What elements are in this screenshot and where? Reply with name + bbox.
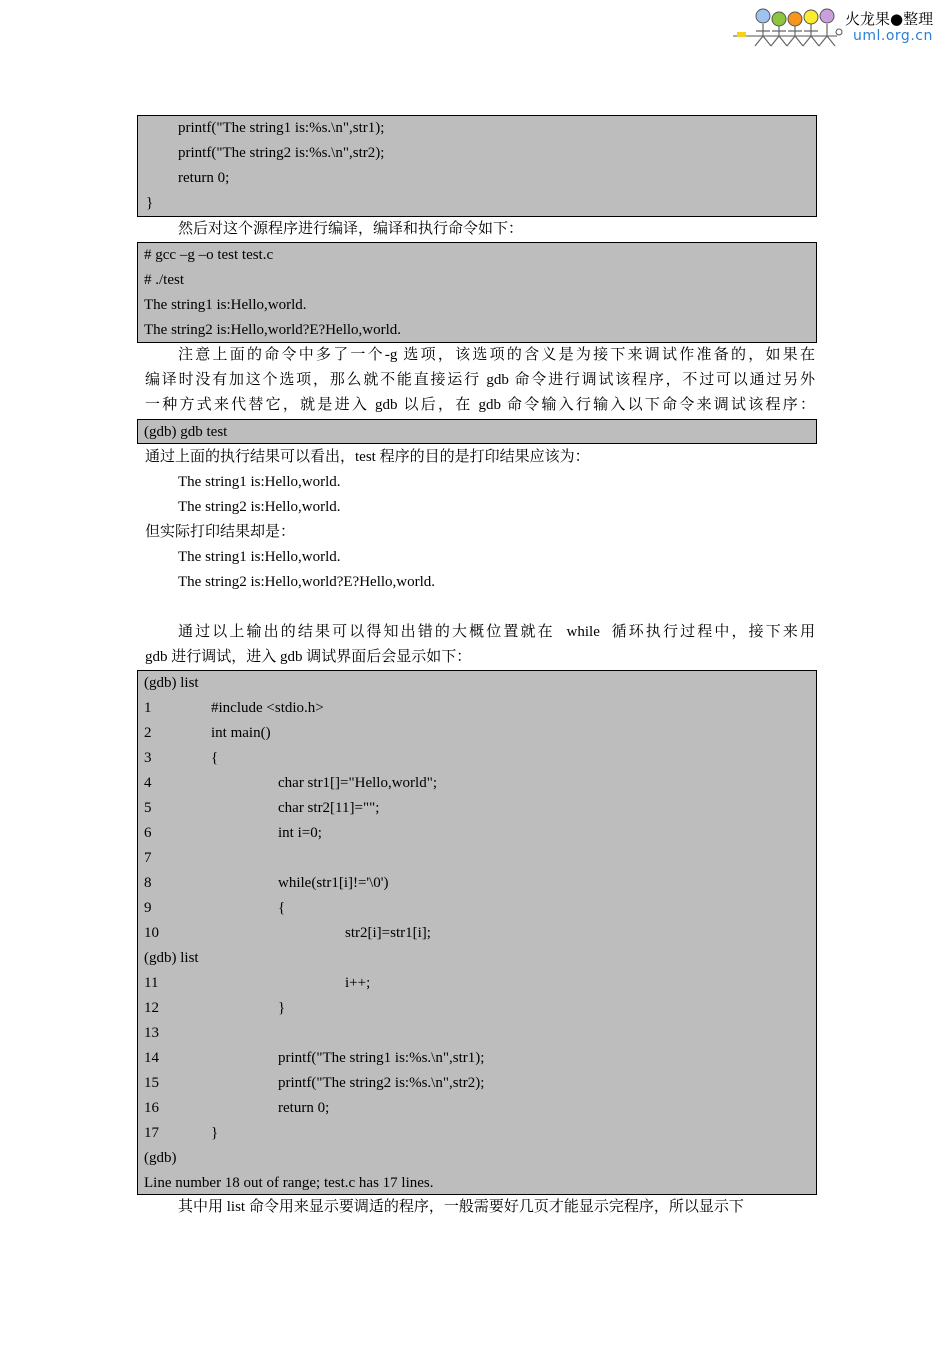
code-line: }: [146, 195, 154, 211]
gdb-prompt: (gdb): [144, 1150, 177, 1166]
paragraph-note-line1: 注意上面的命令中多了一个-g 选项，该选项的含义是为接下来调试作准备的，如果在: [178, 347, 815, 363]
actual-output-line1: The string1 is:Hello,world.: [178, 549, 341, 565]
expected-output-line1: The string1 is:Hello,world.: [178, 474, 341, 490]
gdb-line-number: 13: [144, 1025, 159, 1041]
gdb-line-code: {: [278, 900, 286, 916]
paragraph-gdb-intro-line2: gdb 进行调试，进入 gdb 调试界面后会显示如下：: [145, 649, 472, 665]
expected-output-line2: The string2 is:Hello,world.: [178, 499, 341, 515]
gdb-line-code: while(str1[i]!='\0'): [278, 875, 389, 891]
gdb-line-number: 17: [144, 1125, 159, 1141]
paragraph-gdb-intro-line1: 通过以上输出的结果可以得知出错的大概位置就在 while 循环执行过程中，接下来用: [178, 624, 815, 640]
gdb-line-code: str2[i]=str1[i];: [345, 925, 431, 941]
gdb-line-code: }: [278, 1000, 286, 1016]
gdb-line-number: 8: [144, 875, 152, 891]
code-line: printf("The string2 is:%s.\n",str2);: [178, 145, 385, 161]
gdb-line-code: #include <stdio.h>: [211, 700, 324, 716]
gdb-line-number: 12: [144, 1000, 159, 1016]
gdb-line-code: int i=0;: [278, 825, 322, 841]
actual-output-line2: The string2 is:Hello,world?E?Hello,world.: [178, 574, 436, 590]
gdb-line-code: printf("The string2 is:%s.\n",str2);: [278, 1075, 485, 1091]
gdb-line-number: 4: [144, 775, 152, 791]
site-logo: [733, 6, 948, 48]
code-line: The string1 is:Hello,world.: [144, 297, 307, 313]
logo-text-top: 火龙果●整理: [845, 10, 934, 28]
code-block-1: [137, 115, 817, 217]
gdb-line-code: char str1[]="Hello,world";: [278, 775, 437, 791]
gdb-line-number: 5: [144, 800, 152, 816]
gdb-line-number: 11: [144, 975, 159, 991]
gdb-line-number: 6: [144, 825, 152, 841]
logo-text-bottom: uml.org.cn: [853, 28, 933, 44]
paragraph-list-explanation: 其中用 list 命令用来显示要调适的程序，一般需要好几页才能显示完程序，所以显示下: [178, 1199, 744, 1215]
gdb-line-number: 10: [144, 925, 159, 941]
gdb-line-number: 16: [144, 1100, 159, 1116]
gdb-line-number: 1: [144, 700, 152, 716]
logo-figures-icon: [733, 6, 843, 48]
code-line: # gcc –g –o test test.c: [144, 247, 274, 263]
gdb-range-message: Line number 18 out of range; test.c has 17 lines.: [144, 1175, 434, 1191]
code-line: (gdb) gdb test: [144, 424, 228, 440]
gdb-line-number: 7: [144, 850, 152, 866]
gdb-line-number: 15: [144, 1075, 159, 1091]
gdb-line-code: }: [211, 1125, 219, 1141]
gdb-line-code: return 0;: [278, 1100, 330, 1116]
gdb-line-code: i++;: [345, 975, 371, 991]
paragraph-expected-intro: 通过上面的执行结果可以看出，test 程序的目的是打印结果应该为：: [145, 449, 590, 465]
code-block-3: [137, 419, 817, 444]
gdb-line-number: 3: [144, 750, 152, 766]
code-line: printf("The string1 is:%s.\n",str1);: [178, 120, 385, 136]
code-line: # ./test: [144, 272, 184, 288]
paragraph-actual-intro: 但实际打印结果却是：: [145, 524, 296, 540]
gdb-line-code: {: [211, 750, 219, 766]
gdb-line-number: 2: [144, 725, 152, 741]
paragraph-compile-intro: 然后对这个源程序进行编译，编译和执行命令如下：: [178, 221, 524, 237]
code-line: return 0;: [178, 170, 230, 186]
gdb-session-block: [137, 670, 817, 1195]
gdb-line-code: printf("The string1 is:%s.\n",str1);: [278, 1050, 485, 1066]
gdb-line-code: char str2[11]="";: [278, 800, 380, 816]
gdb-list-command: (gdb) list: [144, 675, 199, 691]
paragraph-note-line2: 编译时没有加这个选项，那么就不能直接运行 gdb 命令进行调试该程序，不过可以通过另外: [145, 372, 815, 388]
gdb-list-command: (gdb) list: [144, 950, 199, 966]
code-block-2: [137, 242, 817, 343]
gdb-line-code: int main(): [211, 725, 271, 741]
gdb-line-number: 9: [144, 900, 152, 916]
gdb-line-number: 14: [144, 1050, 159, 1066]
code-line: The string2 is:Hello,world?E?Hello,world.: [144, 322, 402, 338]
paragraph-note-line3: 一种方式来代替它，就是进入 gdb 以后，在 gdb 命令输入行输入以下命令来调试该程序：: [145, 397, 815, 413]
